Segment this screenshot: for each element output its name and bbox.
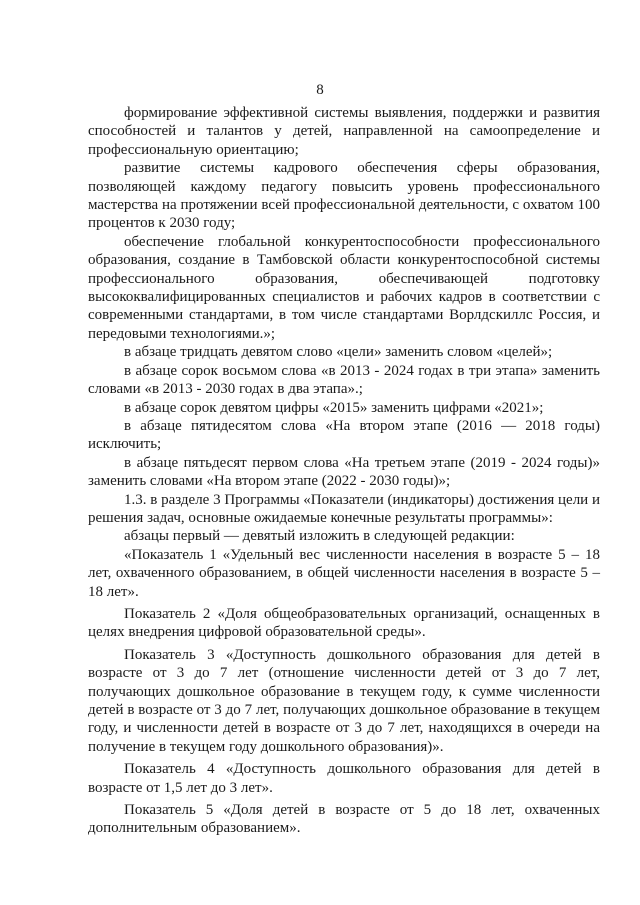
paragraph: абзацы первый — девятый изложить в следующей редакции:: [124, 528, 515, 545]
paragraph: обеспечение глобальной конкурентоспособности профессионального образования, создание в Тамбовской области конкурентоспособной системы профессионального образования, обеспечивающей подготовку высококвалифицированных специалистов и рабочих кадров в соответствии с современными стандартами, в том числе стандартами Ворлдскиллс Россия, и передовыми технологиями.»;: [88, 233, 600, 342]
paragraph: формирование эффективной системы выявления, поддержки и развития способностей и талантов у детей, направленной на самоопределение и профессиональную ориентацию;: [88, 105, 600, 158]
page-number: 8: [316, 82, 324, 98]
paragraph: в абзаце тридцать девятом слово «цели» заменить словом «целей»;: [124, 344, 553, 361]
paragraph: в абзаце сорок девятом цифры «2015» заменить цифрами «2021»;: [124, 399, 544, 416]
paragraph: Показатель 3 «Доступность дошкольного образования для детей в возрасте от 3 до 7 лет (отношение численности детей от 3 до 7 лет, получающих дошкольное образование в текущем году, к сумме численности детей в возрасте от 3 до 7 лет, получающих дошкольное образование в текущем году, и численности детей в возрасте от 3 до 7 лет, находящихся в очереди на получение в текущем году дошкольного образования)».: [88, 646, 600, 755]
paragraph: в абзаце сорок восьмом слова «в 2013 - 2024 годах в три этапа» заменить словами «в 2013 - 2030 годах в два этапа».;: [88, 362, 600, 398]
paragraph: Показатель 2 «Доля общеобразовательных организаций, оснащенных в целях внедрения цифровой образовательной среды».: [88, 605, 600, 641]
paragraph: «Показатель 1 «Удельный вес численности населения в возрасте 5 – 18 лет, охваченного образованием, в общей численности населения в возрасте 5 – 18 лет».: [88, 546, 600, 600]
paragraph: в абзаце пятьдесят первом слова «На третьем этапе (2019 - 2024 годы)» заменить словами «На втором этапе (2022 - 2030 годы)»;: [88, 454, 600, 490]
paragraph: в абзаце пятидесятом слова «На втором этапе (2016 — 2018 годы) исключить;: [88, 417, 600, 453]
paragraph: развитие системы кадрового обеспечения сферы образования, позволяющей каждому педагогу повысить уровень профессионального мастерства на протяжении всей профессиональной деятельности, с охватом 100 процентов к 2030 году;: [88, 160, 600, 232]
document-body: [88, 104, 600, 838]
paragraph: Показатель 4 «Доступность дошкольного образования для детей в возрасте от 1,5 лет до 3 лет».: [88, 761, 600, 796]
paragraph: Показатель 5 «Доля детей в возрасте от 5 до 18 лет, охваченных дополнительным образованием».: [88, 802, 600, 837]
paragraph: 1.3. в разделе 3 Программы «Показатели (индикаторы) достижения цели и решения задач, основные ожидаемые конечные результаты программы»:: [88, 491, 600, 526]
